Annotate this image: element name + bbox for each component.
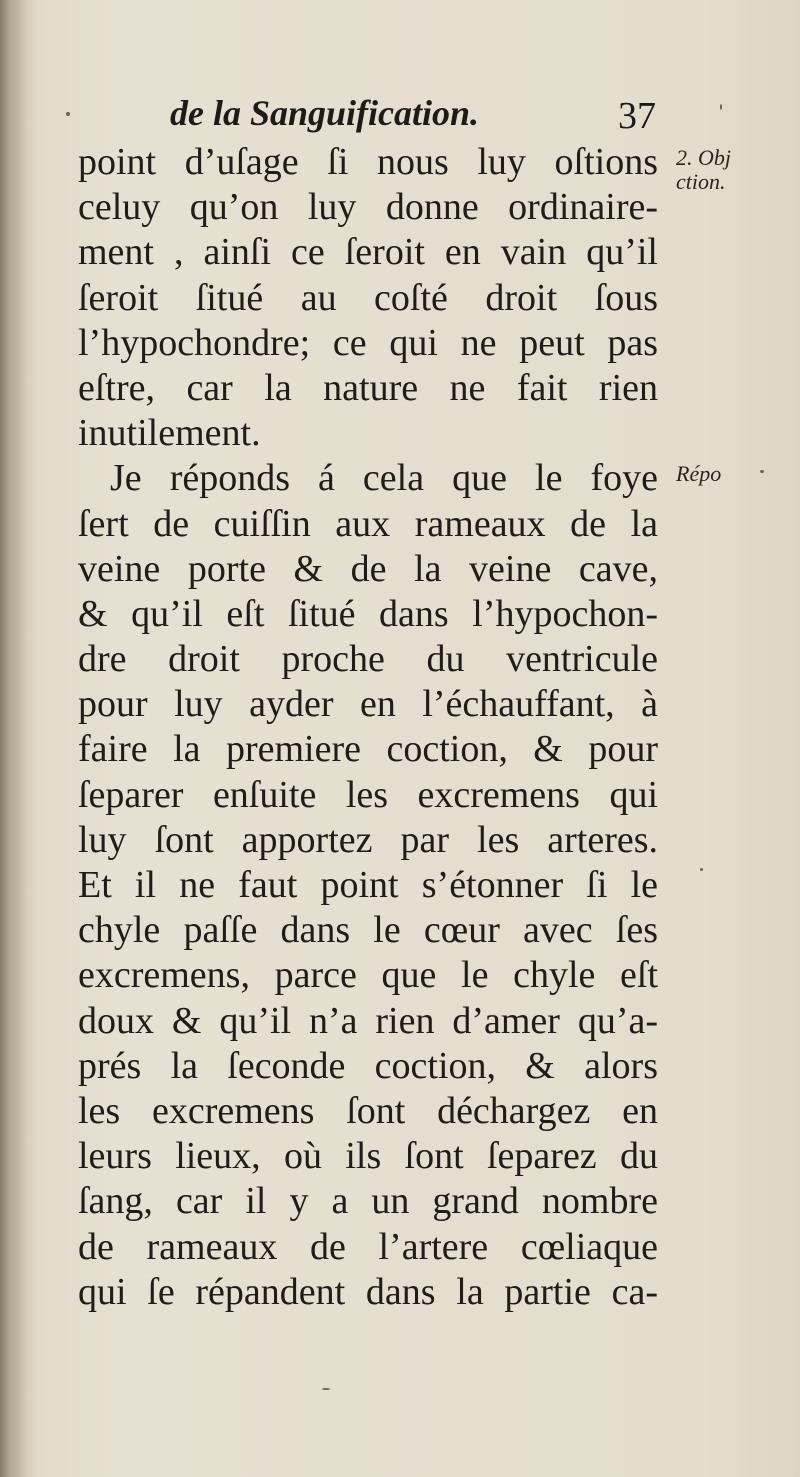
text-line: ſeparer enſuite les excremens qui <box>78 773 658 816</box>
paper-speck <box>700 868 703 871</box>
text-line: doux & qu’il n’a rien d’amer qu’a- <box>78 999 658 1042</box>
paper-speck <box>760 470 764 473</box>
body-text <box>78 140 658 1315</box>
marginal-note-line: 2. Obj <box>676 145 731 170</box>
text-line: dre droit proche du ventricule <box>78 638 658 681</box>
running-title: de la Sanguification. <box>170 93 480 133</box>
text-line: qui ſe répandent dans la partie ca- <box>78 1270 658 1313</box>
text-line: inutilement. <box>78 412 261 455</box>
text-line: celuy qu’on luy donne ordinaire- <box>78 186 658 229</box>
text-line: ſang, car il y a un grand nombre <box>78 1180 658 1223</box>
marginal-note-objection <box>676 146 731 194</box>
text-line: ſert de cuiſſin aux rameaux de la <box>78 502 658 545</box>
text-line: luy ſont apportez par les arteres. <box>78 818 658 861</box>
paper-speck <box>66 112 70 116</box>
marginal-note-line: ction. <box>676 169 726 194</box>
text-line: Je réponds á cela que le foye <box>110 457 658 500</box>
text-line: ſeroit ſitué au coſté droit ſous <box>78 276 658 319</box>
text-line: l’hypochondre; ce qui ne peut pas <box>78 321 658 364</box>
text-line: ment , ainſi ce ſeroit en vain qu’il <box>78 231 658 274</box>
paper-speck <box>322 1388 330 1390</box>
text-line: faire la premiere coction, & pour <box>78 728 658 771</box>
marginal-note-line: Répo <box>676 461 722 486</box>
text-line: veine porte & de la veine cave, <box>78 547 658 590</box>
text-line: excremens, parce que le chyle eſt <box>78 954 658 997</box>
text-line: pour luy ayder en l’échauffant, à <box>78 683 658 726</box>
text-line: chyle paſſe dans le cœur avec ſes <box>78 909 658 952</box>
page-number: 37 <box>618 95 656 137</box>
text-line: & qu’il eſt ſitué dans l’hypochon- <box>78 592 658 635</box>
text-line: prés la ſeconde coction, & alors <box>78 1044 658 1087</box>
page-gutter-shadow <box>0 0 28 1477</box>
running-header <box>170 92 660 138</box>
marginal-note-response <box>676 462 721 486</box>
paper-speck <box>720 104 722 110</box>
text-line: les excremens ſont déchargez en <box>78 1089 658 1132</box>
text-line: leurs lieux, où ils ſont ſeparez du <box>78 1135 658 1178</box>
text-line: Et il ne faut point s’étonner ſi le <box>78 864 658 906</box>
text-line: point d’uſage ſi nous luy oſtions <box>78 141 658 183</box>
text-line: de rameaux de l’artere cœliaque <box>78 1225 658 1268</box>
text-line: eſtre, car la nature ne fait rien <box>78 366 658 409</box>
